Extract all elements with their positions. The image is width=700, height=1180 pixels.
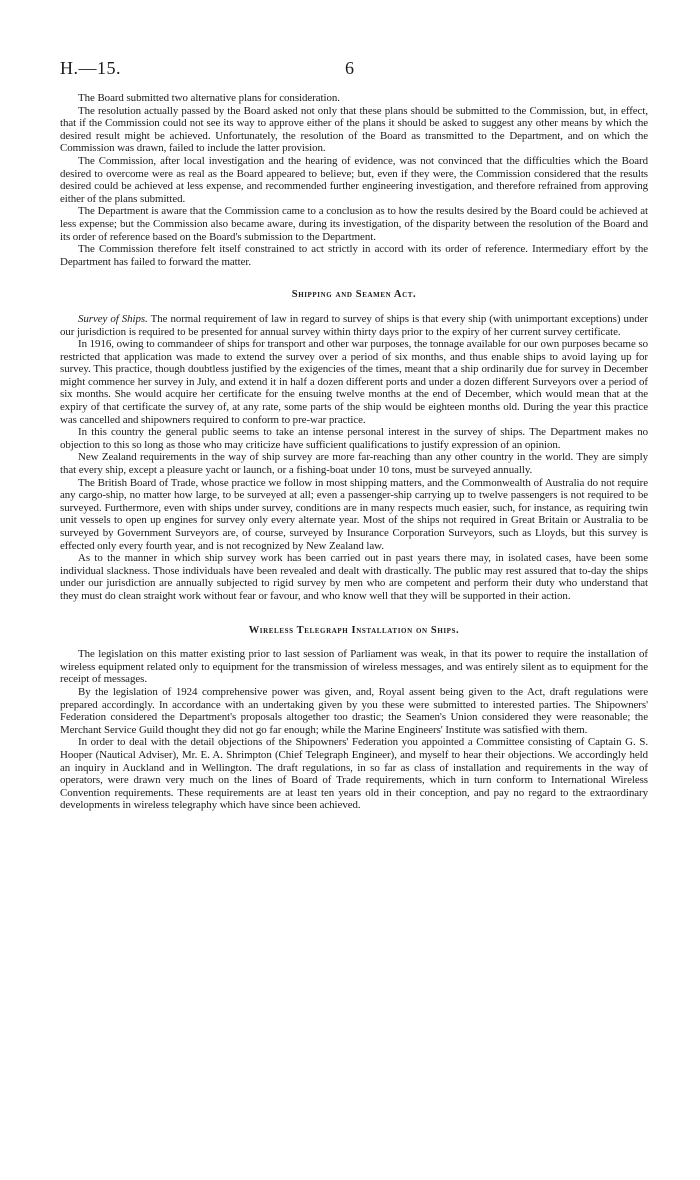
section-wireless-installation [60, 648, 648, 812]
section-shipping-seamen-act [60, 313, 648, 603]
paragraph: As to the manner in which ship survey work has been carried out in past years there may, in isolated cases, have been some individual slackness. Those individuals have been revealed and dealt with drastically. The public may rest assured that to-day the ships under our jurisdiction are annually subjected to rigid survey by men who are competent and perform their duty who understand that they must do clean straight work without fear or favour, and who know well that they will be supported in their action. [60, 552, 648, 602]
paragraph: The Commission therefore felt itself constrained to act strictly in accord with its order of reference. Intermediary effort by the Department has failed to forward the matter. [60, 243, 648, 268]
page-number: 6 [345, 58, 354, 78]
section-board-plans [60, 92, 648, 268]
paragraph: In this country the general public seems to take an intense personal interest in the survey of ships. The Department makes no objection to this so long as those who may criticize have sufficient qualifications to justify expression of an opinion. [60, 426, 648, 451]
document-body [60, 92, 648, 812]
paragraph: The legislation on this matter existing prior to last session of Parliament was weak, in that its power to require the installation of wireless equipment related only to equipment for the transmission of wireless messages, and was entirely silent as to equipment for the receipt of messages. [60, 648, 648, 686]
paragraph-text: The normal requirement of law in regard to survey of ships is that every ship (with unimportant exceptions) under our jurisdiction is required to be presented for annual survey within thirty days prior to the expiry of her current survey certificate. [60, 312, 648, 338]
paragraph: By the legislation of 1924 comprehensive power was given, and, Royal assent being given to the Act, draft regulations were prepared accordingly. In accordance with an undertaking given by you these were submitted to interested parties. The Shipowners' Federation considered the Department's proposals altogether too drastic; the Seamen's Union considered they were reasonable; the Merchant Service Guild thought they did not go far enough; while the Marine Engineers' Institute was satisfied with them. [60, 685, 648, 736]
paragraph-survey-of-ships [60, 313, 648, 338]
page-header [60, 58, 648, 92]
paragraph: In 1916, owing to commandeer of ships for transport and other war purposes, the tonnage available for our own purposes became so restricted that application was made to extend the survey over a period of six months, and thus enable ships to avoid laying up for survey. This practice, though doubtless justified by the exigencies of the times, meant that a ship ordinarily due for survey in December might commence her survey in July, and extend it in half a dozen different ports and under a dozen different Surveyors over a period of six months. She would acquire her certificate for the ensuing twelve months at the end of December, which would mean that at the expiry of that certificate the survey of, at any rate, some parts of the ship would be eighteen months old. During the year this practice was cancelled and shipowners required to conform to pre-war practice. [60, 338, 648, 426]
paragraph: New Zealand requirements in the way of ship survey are more far-reaching than any other country in the world. They are simply that every ship, except a pleasure yacht or launch, or a fishing-boat under 10 tons, must be surveyed annually. [60, 451, 648, 477]
paragraph: The resolution actually passed by the Board asked not only that these plans should be submitted to the Commission, but, in effect, that if the Commission could not see its way to approve either of the plans it should be asked to suggest any other means by which the desired result might be achieved. Unfortunately, the resolution of the Board as transmitted to the Department, and on which the Commission was drawn, failed to include the latter provision. [60, 104, 648, 155]
paragraph: The Commission, after local investigation and the hearing of evidence, was not convinced that the difficulties which the Board desired to overcome were as real as the Board appeared to believe; but, even if they were, the Commission considered that the results desired could be achieved at less expense, and recommended further engineering investigation, and therefore refrained from approving either of the plans submitted. [60, 154, 648, 205]
paragraph: The Department is aware that the Commission came to a conclusion as to how the results desired by the Board could be achieved at less expense; but the Commission also became aware, during its investigation, of the disparity between the resolution of the Board and its order of reference based on the Board's submission to the Department. [60, 205, 648, 243]
section-heading-wireless: Wireless Telegraph Installation on Ships. [248, 624, 460, 636]
document-id: H.—15. [60, 58, 121, 78]
section-heading-shipping: Shipping and Seamen Act. [291, 289, 417, 301]
paragraph: The Board submitted two alternative plans for consideration. [78, 92, 340, 104]
paragraph: In order to deal with the detail objections of the Shipowners' Federation you appointed a Committee consisting of Captain G. S. Hooper (Nautical Adviser), Mr. E. A. Shrimpton (Chief Telegraph Engineer), and myself to hear their objections. We accordingly held an inquiry in Auckland and in Wellington. The draft regulations, in so far as class of installation and requirements in the way of operators, were drawn very much on the lines of Board of Trade requirements, which in turn conform to International Wireless Convention requirements. These requirements are at least ten years old in their conception, and pay no regard to the extraordinary developments in wireless telegraphy which have since been achieved. [60, 736, 648, 812]
runin-heading: Survey of Ships. [78, 312, 148, 325]
paragraph: The British Board of Trade, whose practice we follow in most shipping matters, and the Commonwealth of Australia do not require any cargo-ship, no matter how large, to be surveyed at all; even a passenger-ship carrying up to twelve passengers is not required to be surveyed. Furthermore, even with ships under survey, conditions are in many respects much easier, such, for instance, as requiring twin unit vessels to open up engines for survey only every alternate year. Most of the ships not required in Great Britain or Australia to be surveyed by Government Surveyors are, of course, surveyed by Insurance Corporation Surveyors, such as Lloyds, but this survey is effected only every fourth year, and is not recognized by New Zealand law. [60, 476, 648, 552]
